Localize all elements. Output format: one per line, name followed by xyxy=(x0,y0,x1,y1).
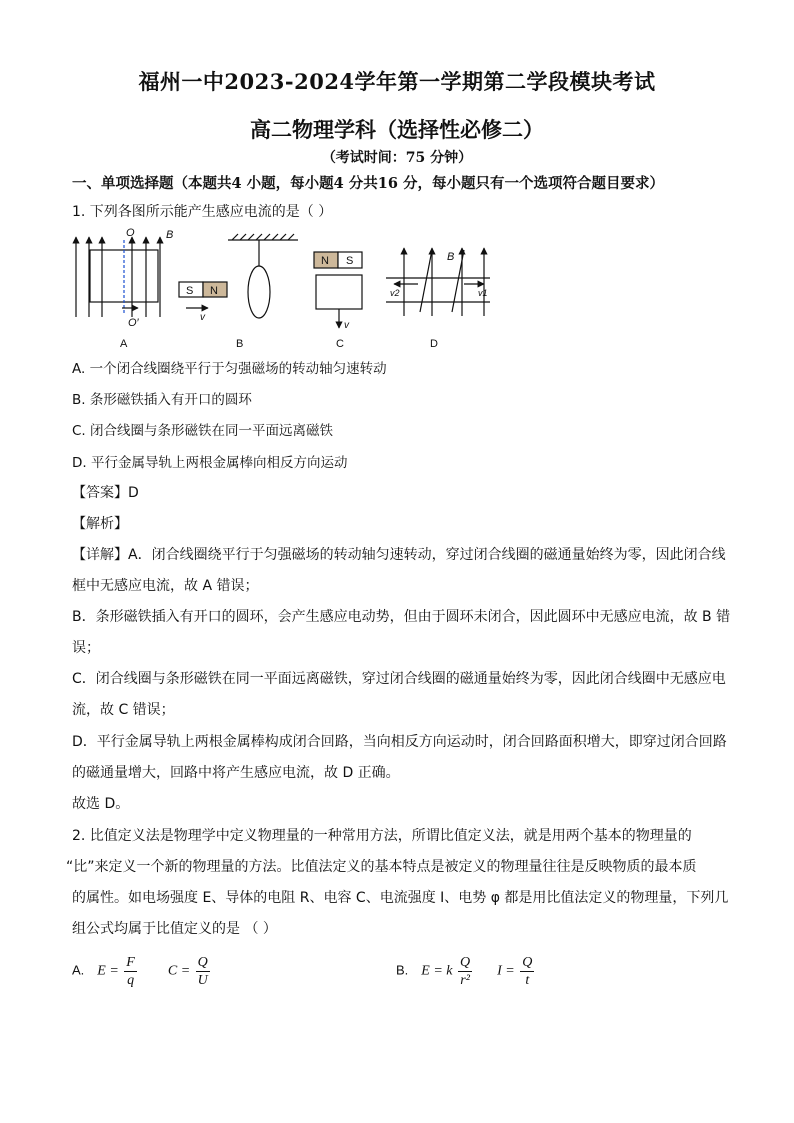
formula-a1-lhs: E = xyxy=(97,963,119,979)
formula-a2-fraction xyxy=(196,954,210,989)
question-1-option-c: C. 闭合线圈与条形磁铁在同一平面远离磁铁 xyxy=(72,423,334,439)
label-c-v: v xyxy=(344,320,349,331)
label-a-o: O xyxy=(126,227,135,239)
question-1-option-b: B. 条形磁铁插入有开口的圆环 xyxy=(72,392,252,408)
formula-b2-fraction xyxy=(520,954,534,989)
question-1-option-a: A. 一个闭合线圈绕平行于匀强磁场的转动轴匀速转动 xyxy=(72,361,387,377)
formula-b2-lhs: I = xyxy=(497,963,515,979)
formula-a2-denominator: U xyxy=(197,973,208,988)
formula-b1-fraction xyxy=(458,954,472,989)
detail-line: 【详解】A．闭合线圈绕平行于匀强磁场的转动轴匀速转动，穿过闭合线圈的磁通量始终为零，因此闭合线 xyxy=(72,547,726,563)
ceiling-hatch-b xyxy=(232,234,294,240)
figure-label-d: D xyxy=(430,338,438,350)
formula-b2-numerator: Q xyxy=(522,955,533,970)
label-b-v: v xyxy=(200,312,205,323)
formula-a1-numerator: F xyxy=(126,955,135,970)
exam-time: （考试时间：75 分钟） xyxy=(321,150,473,166)
detail-line: B．条形磁铁插入有开口的圆环，会产生感应电动势，但由于圆环未闭合，因此圆环中无感应电流，故 B 错 xyxy=(72,609,731,625)
formula-b1-denominator: r² xyxy=(460,973,470,988)
question-2-option-a xyxy=(72,954,212,989)
label-d-v1: v1 xyxy=(478,288,488,298)
detail-line: 流，故 C 错误； xyxy=(72,702,175,718)
rod-left-d xyxy=(420,250,432,312)
formula-a1-fraction xyxy=(124,954,137,989)
detail-line: C．闭合线圈与条形磁铁在同一平面远离磁铁，穿过闭合线圈的磁通量始终为零，因此闭合线圈中无感应电 xyxy=(72,671,726,687)
detail-line: 故选 D。 xyxy=(72,796,130,812)
ring-b xyxy=(248,266,270,318)
question-2-stem: 的属性。如电场强度 E、导体的电阻 R、电容 C、电流强度 I、电势 φ 都是用比值法定义的物理量，下列几 xyxy=(72,890,729,906)
question-2-stem: 组公式均属于比值定义的是 （ ） xyxy=(72,921,277,937)
question-1-stem: 1. 下列各图所示能产生感应电流的是（ ） xyxy=(72,204,333,220)
detail-line: 框中无感应电流，故 A 错误； xyxy=(72,578,259,594)
coil-c xyxy=(316,275,362,309)
answer-line xyxy=(72,482,732,502)
label-a-o2: O′ xyxy=(128,317,139,329)
question-2-option-b xyxy=(396,954,536,989)
formula-a2-lhs: C = xyxy=(167,963,191,979)
label-a-b: B xyxy=(166,229,174,241)
label-d-v2: v2 xyxy=(390,288,400,298)
formula-a2-numerator: Q xyxy=(197,955,208,970)
label-c-n: N xyxy=(321,255,329,267)
section-title: 一、单项选择题（本题共4 小题，每小题4 分共16 分，每小题只有一个选项符合题目要求） xyxy=(72,175,664,192)
figure-label-c: C xyxy=(336,338,344,350)
formula-b1-lhs: E = k xyxy=(421,963,453,979)
formula-a1-denominator: q xyxy=(127,973,135,988)
detail-line: 的磁通量增大，回路中将产生感应电流，故 D 正确。 xyxy=(72,765,400,781)
question-2-stem: 2. 比值定义法是物理学中定义物理量的一种常用方法，所谓比值定义法，就是用两个基本的物理量的 xyxy=(72,828,692,844)
question-2-stem: “比”来定义一个新的物理量的方法。比值法定义的基本特点是被定义的物理量往往是反映物质的最本质 xyxy=(66,859,697,875)
label-c-s: S xyxy=(346,255,354,267)
formula-b1-numerator: Q xyxy=(460,955,471,970)
question-1-figure xyxy=(66,222,516,352)
formula-b2-denominator: t xyxy=(525,973,530,988)
detail-line: D．平行金属导轨上两根金属棒构成闭合回路，当向相反方向运动时，闭合回路面积增大，即穿过闭合回路 xyxy=(72,734,727,750)
label-b-n: N xyxy=(210,285,218,297)
question-1-option-d: D. 平行金属导轨上两根金属棒向相反方向运动 xyxy=(72,455,348,471)
label-d-b: B xyxy=(447,251,455,263)
option-b-label: B. xyxy=(396,962,409,978)
detail-line: 误； xyxy=(72,640,100,656)
figure-label-b: B xyxy=(236,338,244,350)
figure-label-a: A xyxy=(120,338,128,350)
exam-subtitle: 高二物理学科（选择性必修二） xyxy=(250,117,544,142)
analysis-tag: 【解析】 xyxy=(72,516,128,532)
answer-value: D xyxy=(128,485,139,501)
label-b-s: S xyxy=(186,285,194,297)
answer-tag: 【答案】 xyxy=(72,485,128,501)
exam-title: 福州一中2023-2024学年第一学期第二学段模块考试 xyxy=(138,69,656,94)
option-a-label: A. xyxy=(72,962,85,978)
